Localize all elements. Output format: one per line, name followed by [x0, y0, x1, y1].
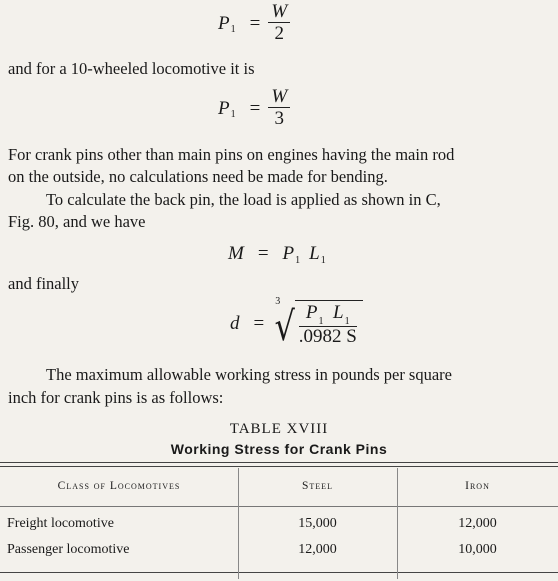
- column-header-class: Class of Locomotives: [57, 480, 181, 492]
- eq-fraction: [268, 87, 290, 130]
- eq-symbol-p: P: [305, 302, 318, 323]
- table-cell-steel: 12,000: [298, 542, 337, 557]
- table-caption: Working Stress for Crank Pins: [170, 441, 388, 457]
- eq-equals: =: [253, 312, 265, 334]
- eq-denominator: 2: [274, 23, 284, 44]
- radical-sign-icon: √: [274, 304, 296, 350]
- eq-symbol-d: d: [230, 312, 240, 334]
- paragraph-back-pin-line1: To calculate the back pin, the load is applied as shown in C,: [46, 190, 441, 209]
- eq-subscript: 1: [230, 24, 236, 35]
- eq-symbol-p: P: [218, 12, 230, 34]
- table-cell-iron: 10,000: [458, 542, 497, 557]
- eq-subscript: 1: [344, 316, 350, 327]
- eq-symbol-l: L: [333, 302, 344, 323]
- table-rule-top: [0, 462, 558, 463]
- eq-symbol-p: P: [218, 97, 230, 119]
- table-cell-class: Passenger locomotive: [7, 542, 130, 557]
- eq-numerator: W: [271, 86, 288, 107]
- table-cell-steel: 15,000: [298, 516, 337, 531]
- text-and-finally: and finally: [8, 274, 80, 293]
- eq-subscript: 1: [230, 109, 236, 120]
- table-cell-iron: 12,000: [458, 516, 497, 531]
- eq-symbol-p: P: [282, 243, 295, 264]
- column-header-iron: Iron: [465, 480, 490, 492]
- eq-equals: =: [249, 97, 261, 119]
- eq-symbol-m: M: [228, 243, 244, 264]
- root-index: 3: [275, 296, 281, 307]
- eq-subscript: 1: [295, 254, 301, 266]
- paragraph-back-pin-line2: Fig. 80, and we have: [8, 212, 146, 231]
- table-rule-top-inner: [0, 466, 558, 467]
- eq-subscript: 1: [318, 316, 324, 327]
- paragraph-crank-pins-line2: on the outside, no calculations need be made for bending.: [8, 167, 388, 186]
- eq-denominator: .0982 S: [298, 326, 357, 347]
- eq-fraction: [268, 2, 290, 45]
- table-rule-bottom: [0, 572, 558, 573]
- equation-p1-w-over-3: [218, 87, 290, 130]
- table-cell-class: Freight locomotive: [7, 516, 114, 531]
- eq-denominator: 3: [274, 108, 284, 129]
- paragraph-crank-pins-line1: For crank pins other than main pins on engines having the main rod: [8, 145, 455, 164]
- radicand-fraction: [295, 300, 363, 347]
- eq-symbol-l: L: [309, 243, 320, 264]
- eq-numerator: [306, 303, 350, 326]
- paragraph-working-stress-line2: inch for crank pins is as follows:: [8, 388, 224, 407]
- eq-numerator: W: [271, 1, 288, 22]
- paragraph-working-stress-line1: The maximum allowable working stress in pounds per square: [46, 365, 452, 384]
- equation-moment: [228, 243, 326, 265]
- column-header-steel: Steel: [302, 480, 333, 492]
- equation-p1-w-over-2: [218, 2, 290, 45]
- cube-root: [272, 296, 363, 350]
- eq-subscript: 1: [320, 254, 326, 266]
- equation-diameter: [230, 296, 363, 350]
- eq-equals: =: [257, 243, 269, 264]
- table-rule-header: [0, 506, 558, 507]
- eq-equals: =: [249, 12, 261, 34]
- text-line-10-wheeled: and for a 10-wheeled locomotive it is: [8, 59, 255, 78]
- table-title: TABLE XVIII: [229, 421, 329, 437]
